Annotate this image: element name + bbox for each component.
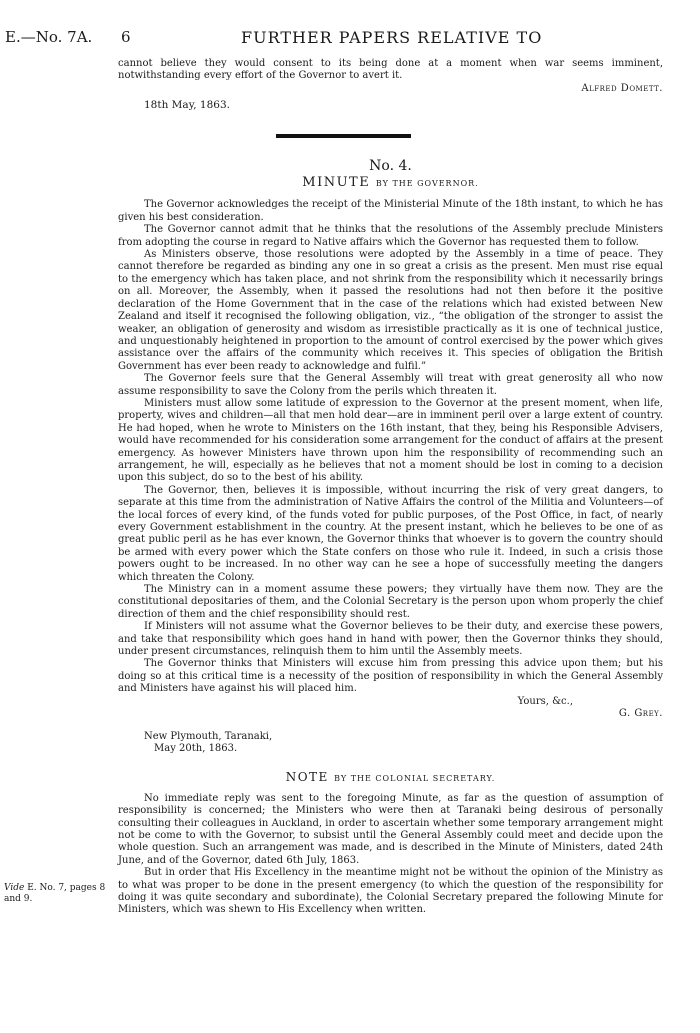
section-heading-sub: BY THE GOVERNOR. <box>375 179 479 189</box>
margin-note <box>4 883 112 905</box>
note-paragraph: But in order that His Excellency in the meantime might not be without the opinion of the Ministry as to what was proper to be done in the present emergency (to which the question of the responsibility for doing it was quite secondary and subordinate), the Colonial Secretary prepared the following Minute for Ministers, which was shewn to His Excellency when written. <box>118 867 663 916</box>
page-header <box>5 28 695 50</box>
margin-note-vide: Vide <box>4 883 25 893</box>
prev-letter-text: cannot believe they would consent to its being done at a moment when war seems imminent, notwithstanding every effort of the Governor to avert it. <box>118 58 663 82</box>
prev-letter-date: 18th May, 1863. <box>144 99 230 112</box>
document-reference: E.—No. 7A. <box>5 28 93 46</box>
note-heading-main: NOTE <box>285 770 329 785</box>
closing-date: May 20th, 1863. <box>154 742 238 754</box>
closing-place: New Plymouth, Taranaki, <box>144 730 273 742</box>
minute-paragraph: The Ministry can in a moment assume these powers; they virtually have them now. They are the constitutional depositaries of them, and the Colonial Secretary is the person upon whom properly the chief direction of them and the chief responsibility should rest. <box>118 584 663 620</box>
minute-paragraph: The Governor feels sure that the General Assembly will treat with great generosity all who now assume responsibility to save the Colony from the perils which threaten it. <box>118 373 663 397</box>
closing-yours: Yours, &c., <box>517 695 573 707</box>
minute-paragraph: The Governor cannot admit that he thinks that the resolutions of the Assembly preclude Ministers from adopting the course in regard to Native affairs which the Governor has requested them to follow. <box>118 224 663 248</box>
closing-signature: G. Grey. <box>618 708 663 720</box>
note-paragraph: No immediate reply was sent to the foregoing Minute, as far as the question of assumption of responsibility is concerned; the Ministers who were then at Taranaki being desirous of personally consulting their colleagues in Auckland, in order to ascertain whether some temporary arrangement might not be come to with the Governor, to subsist until the General Assembly could meet and decide upon the whole question. Such an arrangement was made, and is described in the Minute of Ministers, dated 24th June, and of the Governor, dated 6th July, 1863. <box>118 792 663 866</box>
minute-paragraph: The Governor, then, believes it is impossible, without incurring the risk of very great dangers, to separate at this time from the administration of Native Affairs the control of the Militia and Volunteers—of the local forces of every kind, of the funds voted for public purposes, of the Post Office, in fact, of nearly every Government establishment in the country. At the present instant, which he believes to be one of as great public peril as he has ever known, the Governor thinks that whoever is to govern the country should be armed with every power which the State confers on those who rule it. Indeed, in such a crisis those powers ought to be increased. In no other way can he see a hope of successfully meeting the dangers which threaten the Colony. <box>118 484 663 583</box>
note-heading <box>118 771 663 785</box>
minute-paragraph: If Ministers will not assume what the Governor believes to be their duty, and exercise these powers, and take that responsibility which goes hand in hand with power, then the Governor thinks they should, under present circumstances, relinquish them to him until the Assembly meets. <box>118 621 663 658</box>
minute-paragraph: Ministers must allow some latitude of expression to the Governor at the present moment, when life, property, wives and children—all that men hold dear—are in imminent peril over a large extent of country. He had hoped, when he wrote to Ministers on the 16th instant, that they, being his Responsible Advisers, would have recommended for his consideration some arrangement for the conduct of affairs at the present emergency. As however Ministers have thrown upon him the responsibility of recommending such an arrangement, he will, especially as he believes that not a moment should be lost in coming to a decision upon this subject, do so to the best of his ability. <box>118 397 663 484</box>
document-body <box>118 58 663 917</box>
margin-note-ref: E. No. 7, pages 8 and 9. <box>4 883 106 904</box>
page-title: FURTHER PAPERS RELATIVE TO <box>241 28 543 47</box>
minute-paragraph: The Governor thinks that Ministers will excuse him from pressing this advice upon them; but his doing so at this critical time is a necessity of the position of responsibility in which the General Assembly and Ministers have against his will placed him. <box>118 658 663 695</box>
minute-paragraph: As Ministers observe, those resolutions were adopted by the Assembly in a time of peace. They cannot therefore be regarded as binding any one in so great a crisis as the present. Men must rise equal to the emergency which has taken place, and not shrink from the responsibility which it necessarily brings on all. Moreover, the Assembly, when it passed the resolutions had not then before it the positive declaration of the Home Government that in the case of the relations which had existed between New Zealand and itself it recognised the following obligation, viz., “the obligation of the stronger to assist the weaker, an obligation of generosity and wisdom as irresistible practically as it is one of technical justice, and unquestionably heightened in proportion to the amount of control exercised by the power which gives assistance over the affairs of the community which receives it. This species of obligation the British Government has ever been ready to acknowledge and fulfil.” <box>118 249 663 372</box>
note-heading-sub: BY THE COLONIAL SECRETARY. <box>334 774 496 784</box>
section-heading-main: MINUTE <box>302 175 371 191</box>
prev-letter-signature: Alfred Domett. <box>581 82 663 94</box>
page-number: 6 <box>121 28 131 46</box>
section-heading <box>118 177 663 190</box>
minute-paragraph: The Governor acknowledges the receipt of the Ministerial Minute of the 18th instant, to which he has given his best consideration. <box>118 199 663 223</box>
section-number: No. 4. <box>369 157 412 174</box>
section-divider <box>276 134 411 138</box>
